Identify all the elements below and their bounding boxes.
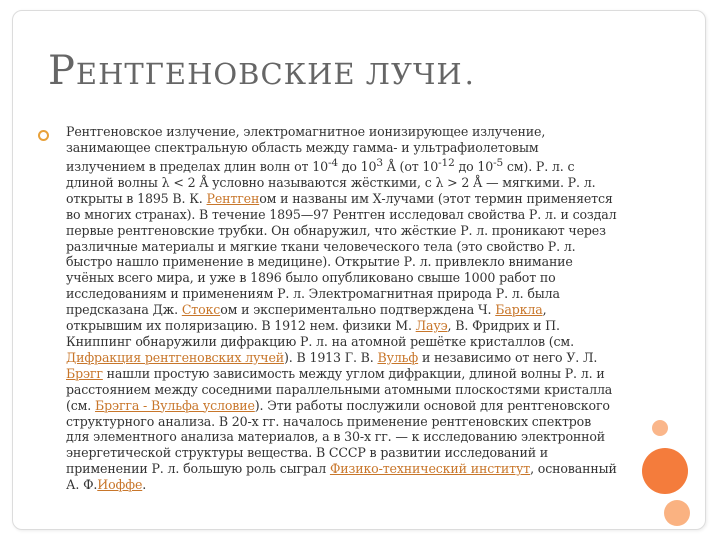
superscript: -4 bbox=[327, 156, 338, 169]
title-first-letter: Р bbox=[48, 48, 76, 94]
link-institute[interactable]: Физико-технический институт bbox=[329, 461, 531, 477]
superscript: -5 bbox=[493, 156, 504, 169]
superscript: -12 bbox=[438, 156, 455, 169]
link-wulff[interactable]: Вульф bbox=[377, 349, 419, 365]
link-bragg[interactable]: Брэгг bbox=[66, 365, 103, 381]
link-laue[interactable]: Лауэ bbox=[415, 318, 448, 334]
title-dot: . bbox=[464, 57, 475, 91]
body-text: см). Р. л. с длиной волны λ < 2 Å условно называются жёсткими, с λ > 2 Å — мягкими. Р. л. открыты в 1895 В. К. bbox=[66, 159, 596, 206]
body-text: ом и названы им Х-лучами (этот термин применяется во многих странах). В течение 1895—97 Рентген исследовал свойства Р. л. и создал первые рентгеновские трубки. Он обнаружил, что жёсткие Р. л. проникают через различные материалы и мягкие ткани человеческого тела (это свойство Р. л. быстро нашло применение в медицине). Открытие Р. л. привлекло внимание учёных всего мира, и уже в 1896 было опубликовано свыше 1000 работ по исследованиям и применениям Р. л. Электромагнитная природа Р. л. была предсказана Дж. bbox=[66, 190, 617, 318]
link-diffraction[interactable]: Дифракция рентгеновских лучей bbox=[66, 349, 285, 365]
body-text: Å (от 10 bbox=[382, 159, 439, 174]
link-bragg-wulff[interactable]: Брэгга - Вульфа условие bbox=[95, 397, 255, 413]
decorative-circle-large bbox=[642, 448, 688, 494]
body-text: , В. Фридрих и П. Книппинг обнаружили дифракцию Р. л. на атомной решётке кристаллов (см. bbox=[66, 318, 574, 349]
body-text: нашли простую зависимость между углом дифракции, длиной волны Р. л. и расстоянием между соседними параллельными атомными плоскостями кристалла (см. bbox=[66, 365, 613, 413]
decorative-circle-medium bbox=[664, 500, 690, 526]
body-text: , основанный А. Ф. bbox=[66, 461, 617, 493]
link-stokes[interactable]: Стокс bbox=[181, 302, 221, 318]
title-rest: ЕНТГЕНОВСКИЕ ЛУЧИ bbox=[75, 57, 463, 91]
link-ioffe[interactable]: Иоффе bbox=[97, 477, 143, 493]
body-text: до 10 bbox=[337, 159, 377, 174]
body-text: ). Эти работы послужили основой для рентгеновского структурного анализа. В 20-х гг. началось применение рентгеновских спектров для элементного анализа материалов, а в 30-х гг. — к исследованию электронной энергетической структуры вещества. В СССР в развитии исследований и применении Р. л. большую роль сыграл bbox=[66, 397, 610, 477]
body-text: ). В 1913 Г. В. bbox=[284, 349, 378, 365]
link-barkla[interactable]: Баркла bbox=[495, 302, 543, 318]
body-text: Рентгеновское излучение, электромагнитное ионизирующее излучение, занимающее спектральную область между гамма- и ультрафиолетовым излучением в пределах длин волн от 10 bbox=[66, 124, 546, 174]
bullet-circle-icon bbox=[38, 130, 49, 141]
body-text: . bbox=[142, 477, 147, 493]
body-text: и независимо от него У. Л. bbox=[418, 349, 598, 365]
body-text: до 10 bbox=[454, 159, 494, 174]
body-text: ом и экспериментально подтверждена Ч. bbox=[220, 302, 496, 318]
superscript: 3 bbox=[376, 156, 383, 169]
body-text: , открывшим их поляризацию. В 1912 нем. физики М. bbox=[66, 302, 547, 334]
slide-title bbox=[48, 48, 475, 94]
decorative-circle-small bbox=[652, 420, 668, 436]
link-rentgen[interactable]: Рентген bbox=[206, 190, 260, 206]
slide-body-text bbox=[66, 124, 618, 493]
